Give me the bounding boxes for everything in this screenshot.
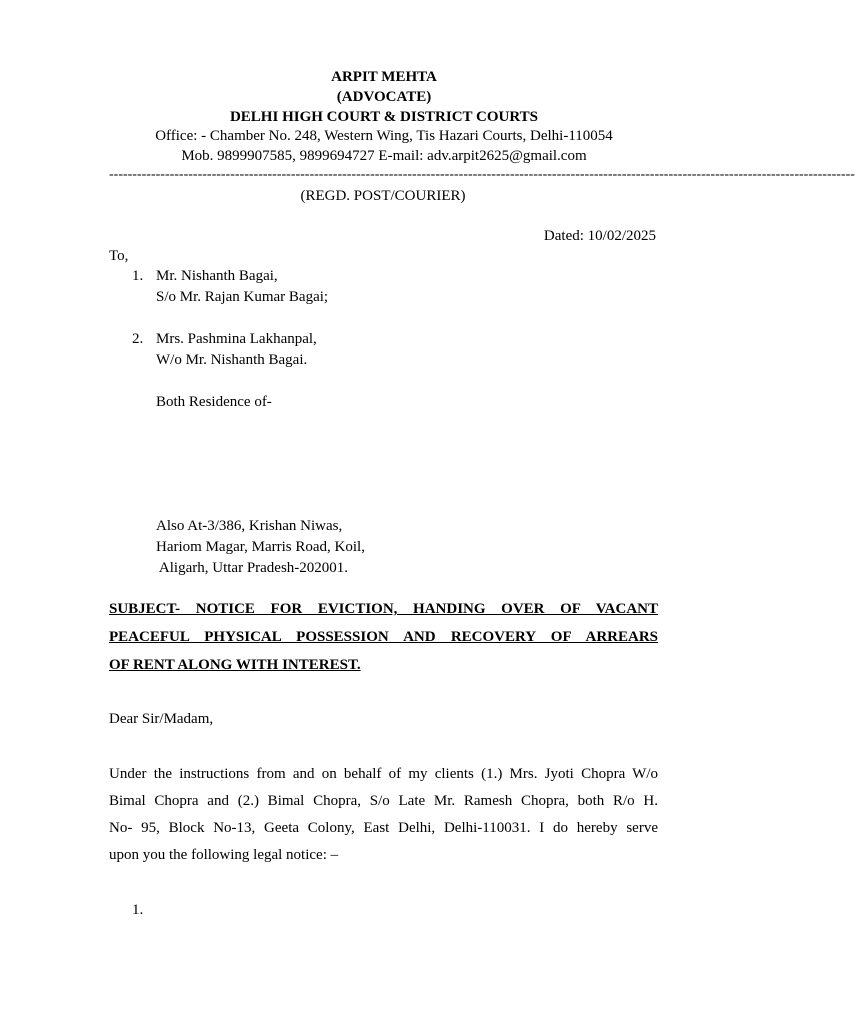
office-address: Office: - Chamber No. 248, Western Wing, Tis Hazari Courts, Delhi-110054: [155, 128, 613, 144]
body-line-2: Bimal Chopra and (2.) Bimal Chopra, S/o Late Mr. Ramesh Chopra, both R/o H.: [109, 793, 658, 809]
body-line-3: No- 95, Block No-13, Geeta Colony, East Delhi, Delhi-110031. I do hereby serve: [109, 820, 658, 836]
contact-details: Mob. 9899907585, 9899694727 E-mail: adv.arpit2625@gmail.com: [181, 148, 587, 164]
court-name: DELHI HIGH COURT & DISTRICT COURTS: [229, 109, 539, 125]
residence-label: Both Residence of-: [156, 394, 272, 410]
also-at-line-3: Aligarh, Uttar Pradesh-202001.: [156, 560, 349, 576]
body-line-4: upon you the following legal notice: –: [109, 847, 339, 863]
advocate-designation: (ADVOCATE): [336, 89, 432, 105]
list-item-1-number: 1.: [132, 902, 144, 918]
letterhead-divider: ----------------------------------------------------------------------------------------------------------------------------------------------------------------: [109, 167, 855, 182]
advocate-name: ARPIT MEHTA: [331, 69, 437, 85]
addressee-1-name: Mr. Nishanth Bagai,: [156, 268, 278, 284]
greeting: Dear Sir/Madam,: [109, 711, 214, 727]
addressee-2-number: 2.: [132, 331, 144, 347]
subject-line-2: PEACEFUL PHYSICAL POSSESSION AND RECOVERY OF ARREARS: [109, 629, 658, 645]
subject-line-3: OF RENT ALONG WITH INTEREST.: [109, 657, 361, 673]
addressee-1-number: 1.: [132, 268, 144, 284]
addressee-2-relation: W/o Mr. Nishanth Bagai.: [156, 352, 308, 368]
also-at-line-2: Hariom Magar, Marris Road, Koil,: [156, 539, 365, 555]
addressee-2-name: Mrs. Pashmina Lakhanpal,: [156, 331, 317, 347]
also-at-line-1: Also At-3/386, Krishan Niwas,: [156, 518, 343, 534]
dispatch-mode: (REGD. POST/COURIER): [300, 188, 466, 204]
to-salutation: To,: [109, 248, 129, 264]
subject-line-1: SUBJECT- NOTICE FOR EVICTION, HANDING OVER OF VACANT: [109, 601, 658, 617]
addressee-1-relation: S/o Mr. Rajan Kumar Bagai;: [156, 289, 329, 305]
date-line: Dated: 10/02/2025: [543, 228, 656, 244]
body-line-1: Under the instructions from and on behalf of my clients (1.) Mrs. Jyoti Chopra W/o: [109, 766, 658, 782]
